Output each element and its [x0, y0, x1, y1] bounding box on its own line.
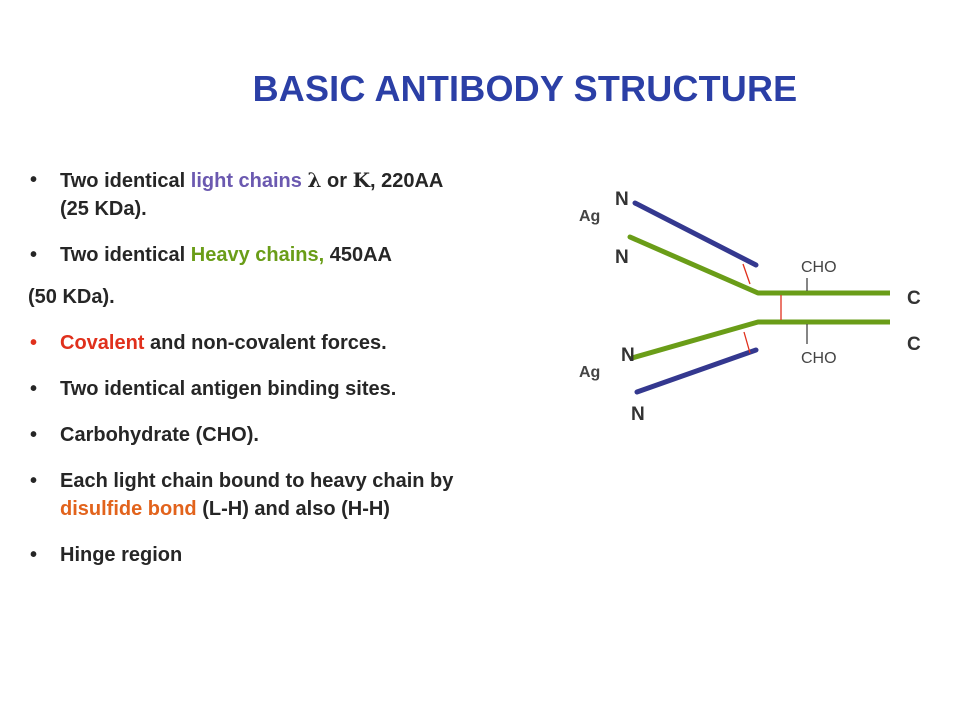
bullet-text	[30, 329, 530, 357]
kappa-symbol: Κ	[352, 168, 370, 192]
n-terminus-label: N	[615, 189, 629, 210]
antigen-site-label: Ag	[579, 208, 601, 225]
light-chains-term: light chains	[190, 170, 308, 192]
antibody-diagram	[560, 170, 950, 440]
bullet-dot: •	[30, 244, 38, 266]
bullet-light-chains	[30, 166, 530, 223]
bullet-dot: •	[30, 544, 38, 566]
c-terminus-label: C	[907, 288, 921, 309]
bullet-text-part: (L-H) and also (H-H)	[196, 498, 390, 520]
bullet-text-part: 450AA	[324, 244, 392, 266]
disulfide-bond-lh-top	[743, 264, 750, 284]
bullet-text-part: and non-covalent forces.	[144, 332, 387, 354]
n-terminus-label: N	[631, 404, 645, 425]
bullet-text: Two identical antigen binding sites.	[60, 378, 397, 400]
bullet-text	[30, 166, 530, 223]
bullet-binding-sites	[30, 375, 530, 403]
bullet-covalent	[30, 329, 530, 357]
bullet-text-part: , 220AA	[370, 170, 444, 192]
carbohydrate-label: CHO	[801, 259, 837, 276]
disulfide-bond-lh-bottom	[744, 332, 750, 353]
bullet-carbohydrate	[30, 421, 530, 449]
light-chain-top	[635, 203, 756, 265]
bullet-text	[30, 241, 530, 269]
bullet-dot: •	[30, 470, 38, 492]
n-terminus-label: N	[621, 345, 635, 366]
heavy-chain-top-arm	[630, 237, 758, 293]
bullet-list	[30, 166, 530, 587]
bullet-heavy-chains	[30, 241, 530, 269]
bullet-text: (50 KDa).	[28, 286, 115, 308]
bullet-text	[30, 467, 530, 523]
bullet-disulfide	[30, 467, 530, 523]
heavy-chains-weight	[28, 283, 530, 311]
slide-title: BASIC ANTIBODY STRUCTURE	[252, 68, 798, 109]
light-chain-bottom	[637, 350, 756, 392]
bullet-text-part: Two identical	[60, 244, 191, 266]
bullet-dot: •	[30, 169, 38, 191]
bullet-text: Hinge region	[60, 544, 183, 566]
bullet-text-part: Two identical	[60, 170, 191, 192]
bullet-text-part: (25 KDa).	[60, 198, 147, 220]
heavy-chain-bottom-arm	[632, 322, 758, 358]
bullet-text-part: Each light chain bound to heavy chain by	[60, 470, 454, 492]
disulfide-term: disulfide bond	[60, 498, 197, 520]
bullet-dot: •	[30, 424, 38, 446]
bullet-hinge	[30, 541, 530, 569]
carbohydrate-label: CHO	[801, 350, 837, 367]
n-terminus-label: N	[615, 247, 629, 268]
antigen-site-label: Ag	[579, 364, 601, 381]
lambda-symbol: λ	[307, 168, 322, 192]
c-terminus-label: C	[907, 334, 921, 355]
bullet-text: Carbohydrate (CHO).	[60, 424, 259, 446]
heavy-chains-term: Heavy chains,	[190, 244, 325, 266]
bullet-dot: •	[30, 332, 38, 354]
covalent-term: Covalent	[60, 332, 145, 354]
bullet-dot: •	[30, 378, 38, 400]
bullet-text-part: or	[321, 170, 353, 192]
